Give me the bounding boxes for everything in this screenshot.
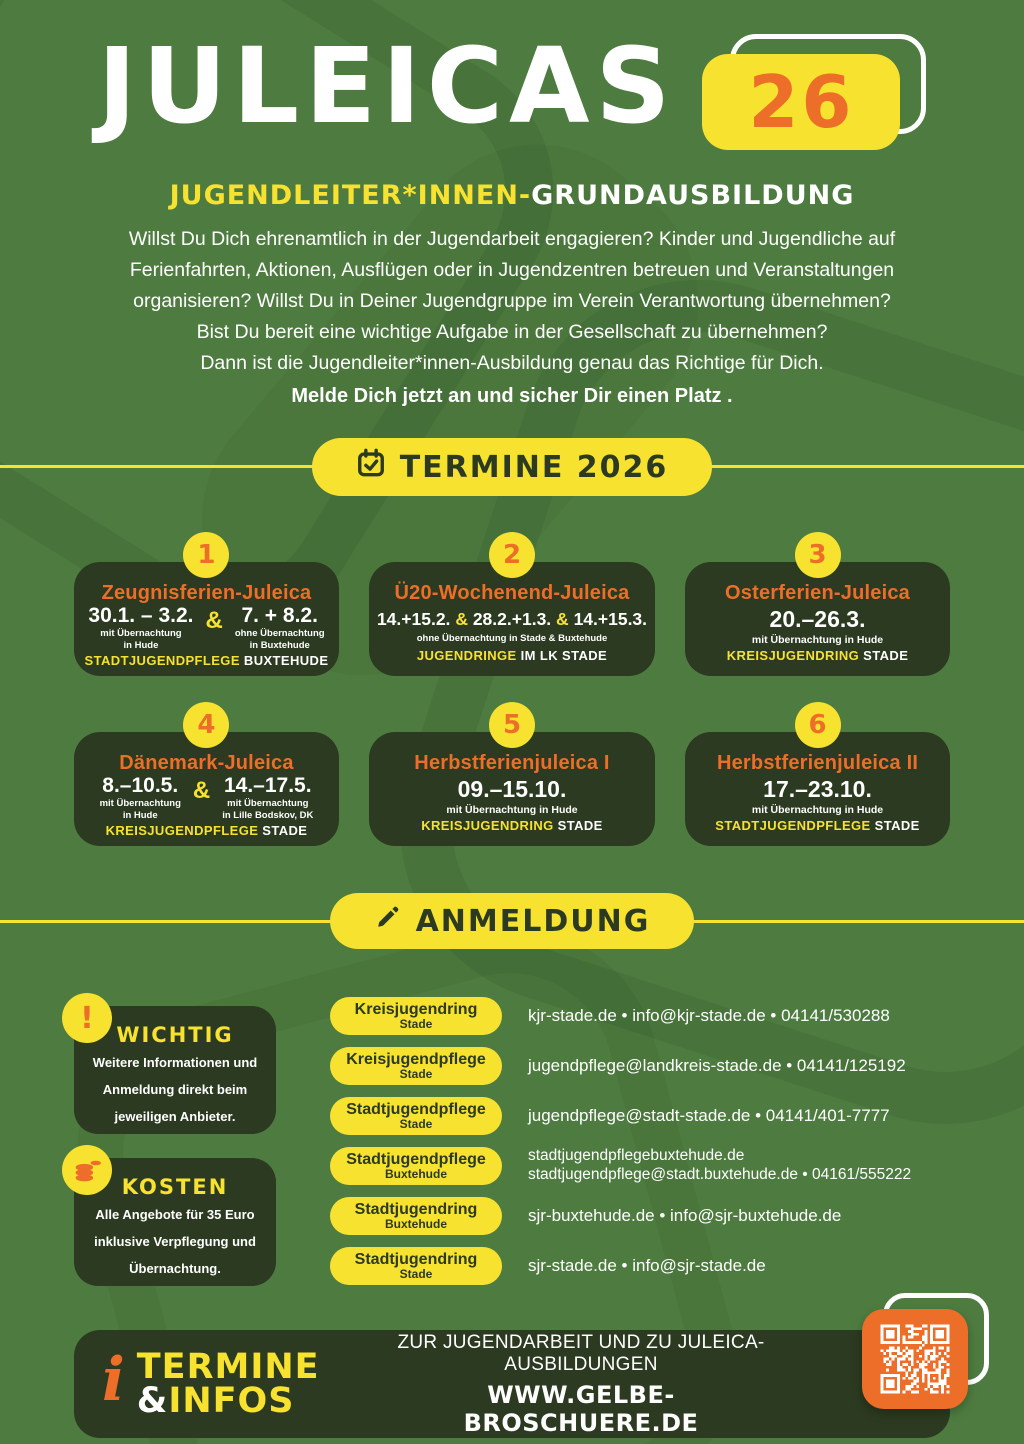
card-number-badge: 6 bbox=[795, 702, 841, 748]
kosten-box bbox=[74, 1158, 276, 1286]
contact-info[interactable]: sjr-stade.de • info@sjr-stade.de bbox=[528, 1256, 766, 1275]
organizer-name: STADTJUGENDPFLEGE bbox=[715, 818, 871, 833]
contact-location: Stade bbox=[399, 1117, 433, 1132]
organizer-location: STADE bbox=[557, 818, 603, 833]
card-dates bbox=[377, 609, 647, 630]
subtitle bbox=[0, 180, 1024, 211]
card-body bbox=[369, 732, 655, 846]
contact-info[interactable] bbox=[528, 1147, 911, 1185]
termine-cards bbox=[74, 532, 950, 846]
date-note: mit Übernachtung in Hude bbox=[751, 803, 884, 816]
ampersand: & bbox=[205, 607, 223, 634]
card-date: 7. + 8.2. bbox=[241, 604, 318, 627]
contact-location: Buxtehude bbox=[384, 1217, 447, 1232]
organizer-location: STADE bbox=[874, 818, 920, 833]
card-dates bbox=[82, 775, 331, 823]
coins-icon bbox=[62, 1145, 112, 1195]
card-organizer bbox=[85, 653, 329, 668]
card-body bbox=[74, 562, 339, 676]
header bbox=[0, 25, 1024, 174]
year-badge-box bbox=[702, 54, 900, 150]
contact-info-line[interactable]: stadtjugendpflege@stadt.buxtehude.de • 04161/555222 bbox=[528, 1166, 912, 1183]
date-note: in Buxtehude bbox=[249, 640, 310, 652]
card-title: Dänemark-Juleica bbox=[119, 752, 294, 774]
contact-location: Stade bbox=[399, 1017, 433, 1032]
date-note: mit Übernachtung in Hude bbox=[751, 633, 884, 646]
contact-row-kjp-stade bbox=[330, 1046, 952, 1086]
contact-info[interactable]: jugendpflege@stadt-stade.de • 04141/401-7777 bbox=[528, 1106, 890, 1125]
card-body bbox=[685, 732, 950, 846]
ampersand: & bbox=[556, 609, 569, 629]
contact-pill bbox=[330, 1147, 502, 1186]
contact-row-kjr-stade bbox=[330, 996, 952, 1036]
date-note: mit Übernachtung in Hude bbox=[446, 803, 578, 816]
card-osterferien bbox=[685, 532, 950, 676]
termine-pill bbox=[312, 438, 713, 496]
card-date: 09.–15.10. bbox=[457, 775, 567, 802]
year-number: 26 bbox=[748, 60, 855, 144]
organizer-location: STADE bbox=[863, 648, 909, 663]
footer-tagline: ZUR JUGENDARBEIT UND ZU JULEICA-AUSBILDUNGEN bbox=[397, 1331, 765, 1375]
footer-word-infos: INFOS bbox=[168, 1381, 295, 1421]
card-organizer bbox=[421, 818, 603, 833]
contact-location: Buxtehude bbox=[384, 1167, 447, 1182]
date-note: ohne Übernachtung in Stade & Buxtehude bbox=[416, 633, 608, 644]
card-date: 28.2.+1.3. bbox=[472, 609, 552, 629]
year-badge bbox=[702, 54, 926, 174]
pencil-icon bbox=[374, 903, 402, 939]
termine-label: TERMINE 2026 bbox=[399, 449, 669, 485]
organizer-location: BUXTEHUDE bbox=[243, 652, 329, 668]
card-date: 20.–26.3. bbox=[769, 605, 866, 632]
card-date: 17.–23.10. bbox=[763, 775, 872, 802]
cta-line: Melde Dich jetzt an und sicher Dir einen Platz . bbox=[291, 385, 733, 407]
contact-pill bbox=[330, 1047, 502, 1086]
wichtig-title: WICHTIG bbox=[116, 1023, 234, 1047]
termine-banner bbox=[0, 438, 1024, 496]
card-body bbox=[685, 562, 950, 676]
card-date: 30.1. – 3.2. bbox=[88, 604, 194, 627]
intro-line: Willst Du Dich ehrenamtlich in der Jugendarbeit engagieren? Kinder und Jugendliche auf bbox=[128, 228, 896, 250]
card-date: 14.+15.2. bbox=[376, 609, 451, 629]
card-number-badge: 2 bbox=[489, 532, 535, 578]
date-note: mit Übernachtung bbox=[99, 798, 181, 809]
contact-location: Stade bbox=[399, 1267, 433, 1282]
calendar-check-icon bbox=[356, 448, 386, 486]
card-herbstferien-2 bbox=[685, 702, 950, 846]
intro-line: Ferienfahrten, Aktionen, Ausflügen oder in Jugendzentren betreuen und Veranstaltungen bbox=[129, 259, 895, 281]
organizer-location: STADE bbox=[262, 822, 308, 838]
subtitle-accent: JUGENDLEITER*INNEN- bbox=[169, 180, 532, 211]
qr-code[interactable] bbox=[862, 1309, 968, 1409]
card-organizer bbox=[106, 823, 308, 838]
card-ue20-wochenend bbox=[369, 532, 655, 676]
contact-row-sjp-buxtehude bbox=[330, 1146, 952, 1186]
card-body bbox=[369, 562, 655, 676]
contact-row-sjp-stade bbox=[330, 1096, 952, 1136]
card-title: Zeugnisferien-Juleica bbox=[101, 582, 312, 604]
organizer-name: JUGENDRINGE bbox=[416, 648, 517, 663]
card-herbstferien-1 bbox=[369, 702, 655, 846]
contact-name: Stadtjugendring bbox=[354, 1200, 478, 1218]
anmeldung-label: ANMELDUNG bbox=[415, 903, 651, 939]
organizer-name: KREISJUGENDRING bbox=[421, 818, 554, 833]
contact-pill bbox=[330, 1197, 502, 1236]
wichtig-text: Weitere Informationen und Anmeldung direkt beim jeweiligen Anbieter. bbox=[92, 1055, 258, 1124]
organizer-name: KREISJUGENDRING bbox=[726, 648, 860, 663]
card-title: Herbstferienjuleica II bbox=[716, 752, 919, 774]
contact-info[interactable]: sjr-buxtehude.de • info@sjr-buxtehude.de bbox=[528, 1206, 842, 1225]
contact-list bbox=[330, 996, 952, 1286]
anmeldung-pill bbox=[330, 893, 695, 949]
date-note: in Hude bbox=[123, 640, 159, 652]
intro-paragraph bbox=[56, 224, 968, 412]
contact-name: Stadtjugendpflege bbox=[346, 1150, 486, 1168]
contact-info[interactable]: jugendpflege@landkreis-stade.de • 04141/125192 bbox=[528, 1056, 906, 1075]
card-number-badge: 1 bbox=[183, 532, 229, 578]
card-date: 8.–10.5. bbox=[102, 774, 179, 797]
contact-location: Stade bbox=[399, 1067, 433, 1082]
card-body bbox=[74, 732, 339, 846]
card-title: Ü20-Wochenend-Juleica bbox=[394, 582, 630, 604]
card-number-badge: 4 bbox=[183, 702, 229, 748]
organizer-location: IM LK STADE bbox=[520, 648, 608, 663]
subtitle-rest: GRUNDAUSBILDUNG bbox=[531, 180, 855, 211]
ampersand: & bbox=[455, 609, 468, 629]
date-note: in Hude bbox=[122, 810, 158, 822]
card-zeugnisferien bbox=[74, 532, 339, 676]
card-title: Herbstferienjuleica I bbox=[414, 752, 610, 774]
contact-name: Stadtjugendpflege bbox=[346, 1100, 486, 1118]
contact-name: Kreisjugendring bbox=[354, 1000, 478, 1018]
exclamation-icon: ! bbox=[62, 993, 112, 1043]
contact-pill bbox=[330, 1097, 502, 1136]
wichtig-box bbox=[74, 1000, 276, 1134]
contact-row-sjr-stade bbox=[330, 1246, 952, 1286]
contact-info[interactable]: kjr-stade.de • info@kjr-stade.de • 04141/530288 bbox=[528, 1006, 890, 1025]
anmeldung-banner bbox=[0, 893, 1024, 951]
card-organizer bbox=[715, 818, 919, 833]
footer bbox=[74, 1330, 950, 1438]
footer-termine-infos bbox=[102, 1345, 382, 1421]
contact-name: Stadtjugendring bbox=[354, 1250, 478, 1268]
kosten-title: KOSTEN bbox=[121, 1175, 229, 1199]
kosten-text: Alle Angebote für 35 Euro inklusive Verpflegung und Übernachtung. bbox=[94, 1207, 256, 1276]
date-note: mit Übernachtung bbox=[227, 798, 309, 809]
contact-name: Kreisjugendpflege bbox=[346, 1050, 486, 1068]
intro-line: organisieren? Willst Du in Deiner Jugendgruppe im Verein Verantwortung übernehmen? bbox=[133, 290, 891, 312]
card-dates bbox=[82, 605, 331, 653]
contact-pill bbox=[330, 1247, 502, 1286]
card-daenemark bbox=[74, 702, 339, 846]
contact-row-sjr-buxtehude bbox=[330, 1196, 952, 1236]
card-date: 14.–17.5. bbox=[223, 774, 312, 797]
intro-line: Dann ist die Jugendleiter*innen-Ausbildung genau das Richtige für Dich. bbox=[200, 352, 824, 374]
main-title: JULEICAS bbox=[97, 25, 677, 147]
footer-ampersand: & bbox=[136, 1381, 169, 1421]
card-organizer bbox=[727, 648, 909, 663]
organizer-name: KREISJUGENDPFLEGE bbox=[105, 822, 259, 838]
contact-info-line[interactable]: stadtjugendpflegebuxtehude.de bbox=[528, 1147, 745, 1165]
date-note: mit Übernachtung bbox=[100, 628, 182, 639]
ampersand: & bbox=[192, 777, 211, 804]
footer-word-termine: TERMINE bbox=[136, 1346, 320, 1387]
card-date: 14.+15.3. bbox=[573, 609, 648, 629]
footer-url[interactable]: WWW.GELBE-BROSCHUERE.DE bbox=[463, 1380, 699, 1437]
organizer-name: STADTJUGENDPFLEGE bbox=[84, 652, 240, 668]
card-organizer bbox=[417, 648, 607, 663]
contact-pill bbox=[330, 997, 502, 1036]
date-note: in Lille Bodskov, DK bbox=[222, 810, 314, 822]
card-title: Osterferien-Juleica bbox=[725, 582, 911, 604]
card-number-badge: 5 bbox=[489, 702, 535, 748]
card-number-badge: 3 bbox=[795, 532, 841, 578]
info-icon: i bbox=[102, 1345, 125, 1415]
intro-line: Bist Du bereit eine wichtige Aufgabe in der Gesellschaft zu übernehmen? bbox=[196, 321, 828, 343]
date-note: ohne Übernachtung bbox=[234, 628, 325, 639]
